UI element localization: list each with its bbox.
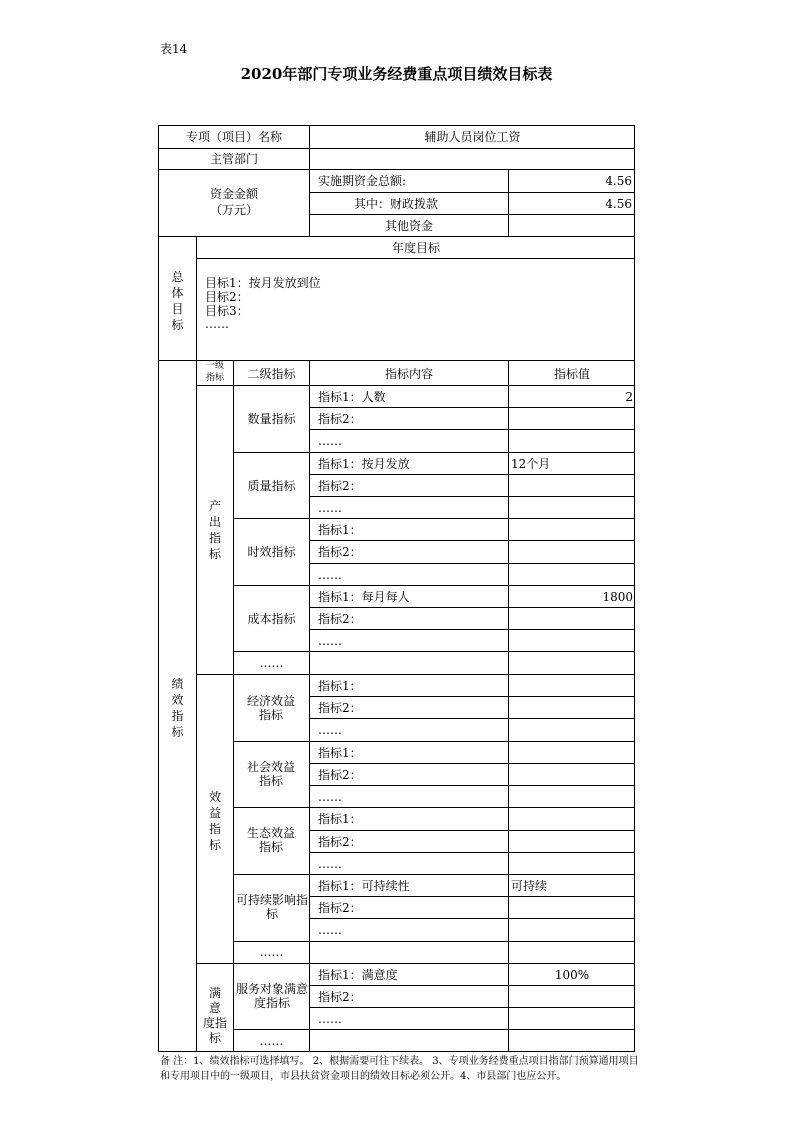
timeliness-row-1-content: 指标1：: [318, 523, 362, 537]
social-indicator-label: 社会效益指标: [246, 760, 295, 788]
output-char-4: 标: [208, 547, 221, 561]
page-title: 2020年部门专项业务经费重点项目绩效目标表: [240, 65, 553, 83]
quantity-row-3-content: ……: [318, 434, 342, 448]
timeliness-indicator-label: 时效指标: [247, 545, 296, 559]
economic-indicator-label: 经济效益指标: [246, 694, 295, 722]
satisfaction-char-1: 满: [208, 986, 221, 1000]
quantity-indicator-label: 数量指标: [247, 412, 296, 426]
goal-line-1: 目标1：按月发放到位: [205, 276, 321, 290]
header-level1-line2: 指标: [205, 373, 224, 383]
quality-row-3-content: ……: [318, 501, 342, 515]
social-row-3-content: ……: [318, 790, 342, 804]
overall-goal-char-2: 体: [171, 286, 184, 300]
output-char-3: 指: [208, 531, 221, 545]
satisfaction-char-2: 意: [208, 1001, 221, 1015]
ecological-row-1-content: 指标1：: [318, 812, 362, 826]
cost-row-3-content: ……: [318, 634, 342, 648]
funds-other-label: 其他资金: [384, 219, 433, 233]
footnote: 备 注：1、绩效指标可选择填写。 2、根据需要可往下续表。 3、专项业务经费重点项目指部门预算通用项目和专用项目中的一级项目，市县扶贫资金项目的绩效目标必须公开。4、市县部门也应公开。: [160, 1056, 639, 1082]
funds-fiscal-label: 其中：财政拨款: [354, 197, 439, 211]
header-value: 指标值: [553, 367, 590, 381]
overall-goal-char-1: 总: [171, 270, 184, 284]
benefit-char-3: 指: [208, 822, 221, 836]
department-label: 主管部门: [209, 152, 258, 166]
funds-fiscal-value: 4.56: [605, 197, 632, 211]
output-char-1: 产: [208, 499, 221, 513]
service-satisfaction-indicator-label: 服务对象满意度指标: [236, 982, 309, 1010]
satisfaction-char-3: 度指: [202, 1016, 227, 1030]
header-content: 指标内容: [384, 367, 433, 381]
benefit-ellipsis: ……: [259, 945, 284, 959]
goal-line-4: ……: [205, 317, 229, 331]
quantity-row-2-content: 指标2：: [318, 412, 362, 426]
project-name-label: 专项（项目）名称: [185, 130, 282, 144]
quantity-row-1-value: 2: [625, 390, 633, 404]
satisfaction-row-2-content: 指标2：: [318, 990, 362, 1004]
header-level1-line1: 一级: [205, 361, 224, 371]
performance-char-1: 绩: [171, 677, 184, 691]
sustainable-row-3-content: ……: [318, 923, 342, 937]
quality-indicator-label: 质量指标: [247, 479, 296, 493]
overall-goal-char-4: 标: [171, 318, 184, 332]
quality-row-2-content: 指标2：: [318, 479, 362, 493]
timeliness-row-3-content: ……: [318, 568, 342, 582]
quality-row-1-content: 指标1：按月发放: [318, 457, 410, 471]
benefit-char-1: 效: [208, 790, 221, 804]
funds-total-label: 实施期资金总额:: [318, 174, 407, 188]
ecological-indicator-label: 生态效益指标: [246, 826, 295, 854]
goal-line-2: 目标2：: [205, 290, 249, 304]
social-row-1-content: 指标1：: [318, 746, 362, 760]
output-char-2: 出: [208, 515, 221, 529]
benefit-char-2: 益: [208, 806, 221, 820]
economic-row-2-content: 指标2：: [318, 701, 362, 715]
satisfaction-char-4: 标: [208, 1031, 221, 1045]
economic-row-1-content: 指标1：: [318, 679, 362, 693]
performance-char-3: 指: [171, 709, 184, 723]
output-ellipsis: ……: [259, 656, 284, 670]
satisfaction-row-3-content: ……: [318, 1012, 342, 1026]
form-number: 表14: [160, 42, 188, 56]
annual-goal-header: 年度目标: [391, 241, 440, 255]
social-row-2-content: 指标2：: [318, 768, 362, 782]
satisfaction-row-1-value: 100%: [554, 968, 590, 982]
cost-row-1-value: 1800: [602, 590, 633, 604]
funds-unit-label: （万元）: [209, 203, 258, 217]
benefit-char-4: 标: [208, 838, 221, 852]
goal-line-3: 目标3：: [205, 304, 249, 318]
header-level2: 二级指标: [247, 367, 296, 381]
satisfaction-ellipsis: ……: [259, 1034, 284, 1048]
quality-row-1-value: 12个月: [511, 457, 551, 471]
sustainable-row-2-content: 指标2：: [318, 901, 362, 915]
cost-row-2-content: 指标2：: [318, 612, 362, 626]
timeliness-row-2-content: 指标2：: [318, 545, 362, 559]
project-name-value: 辅助人员岗位工资: [424, 130, 521, 144]
sustainable-row-1-value: 可持续: [511, 879, 548, 893]
overall-goal-char-3: 目: [171, 302, 184, 316]
sustainable-indicator-label: 可持续影响指标: [236, 893, 309, 921]
cost-row-1-content: 指标1：每月每人: [318, 590, 410, 604]
funds-label: 资金金额: [209, 187, 258, 201]
performance-char-2: 效: [171, 693, 184, 707]
satisfaction-row-1-content: 指标1：满意度: [318, 968, 398, 982]
ecological-row-3-content: ……: [318, 857, 342, 871]
performance-char-4: 标: [171, 725, 184, 739]
ecological-row-2-content: 指标2：: [318, 835, 362, 849]
cost-indicator-label: 成本指标: [247, 612, 296, 626]
sustainable-row-1-content: 指标1：可持续性: [318, 879, 410, 893]
economic-row-3-content: ……: [318, 723, 342, 737]
quantity-row-1-content: 指标1：人数: [318, 390, 386, 404]
funds-total-value: 4.56: [605, 174, 632, 188]
